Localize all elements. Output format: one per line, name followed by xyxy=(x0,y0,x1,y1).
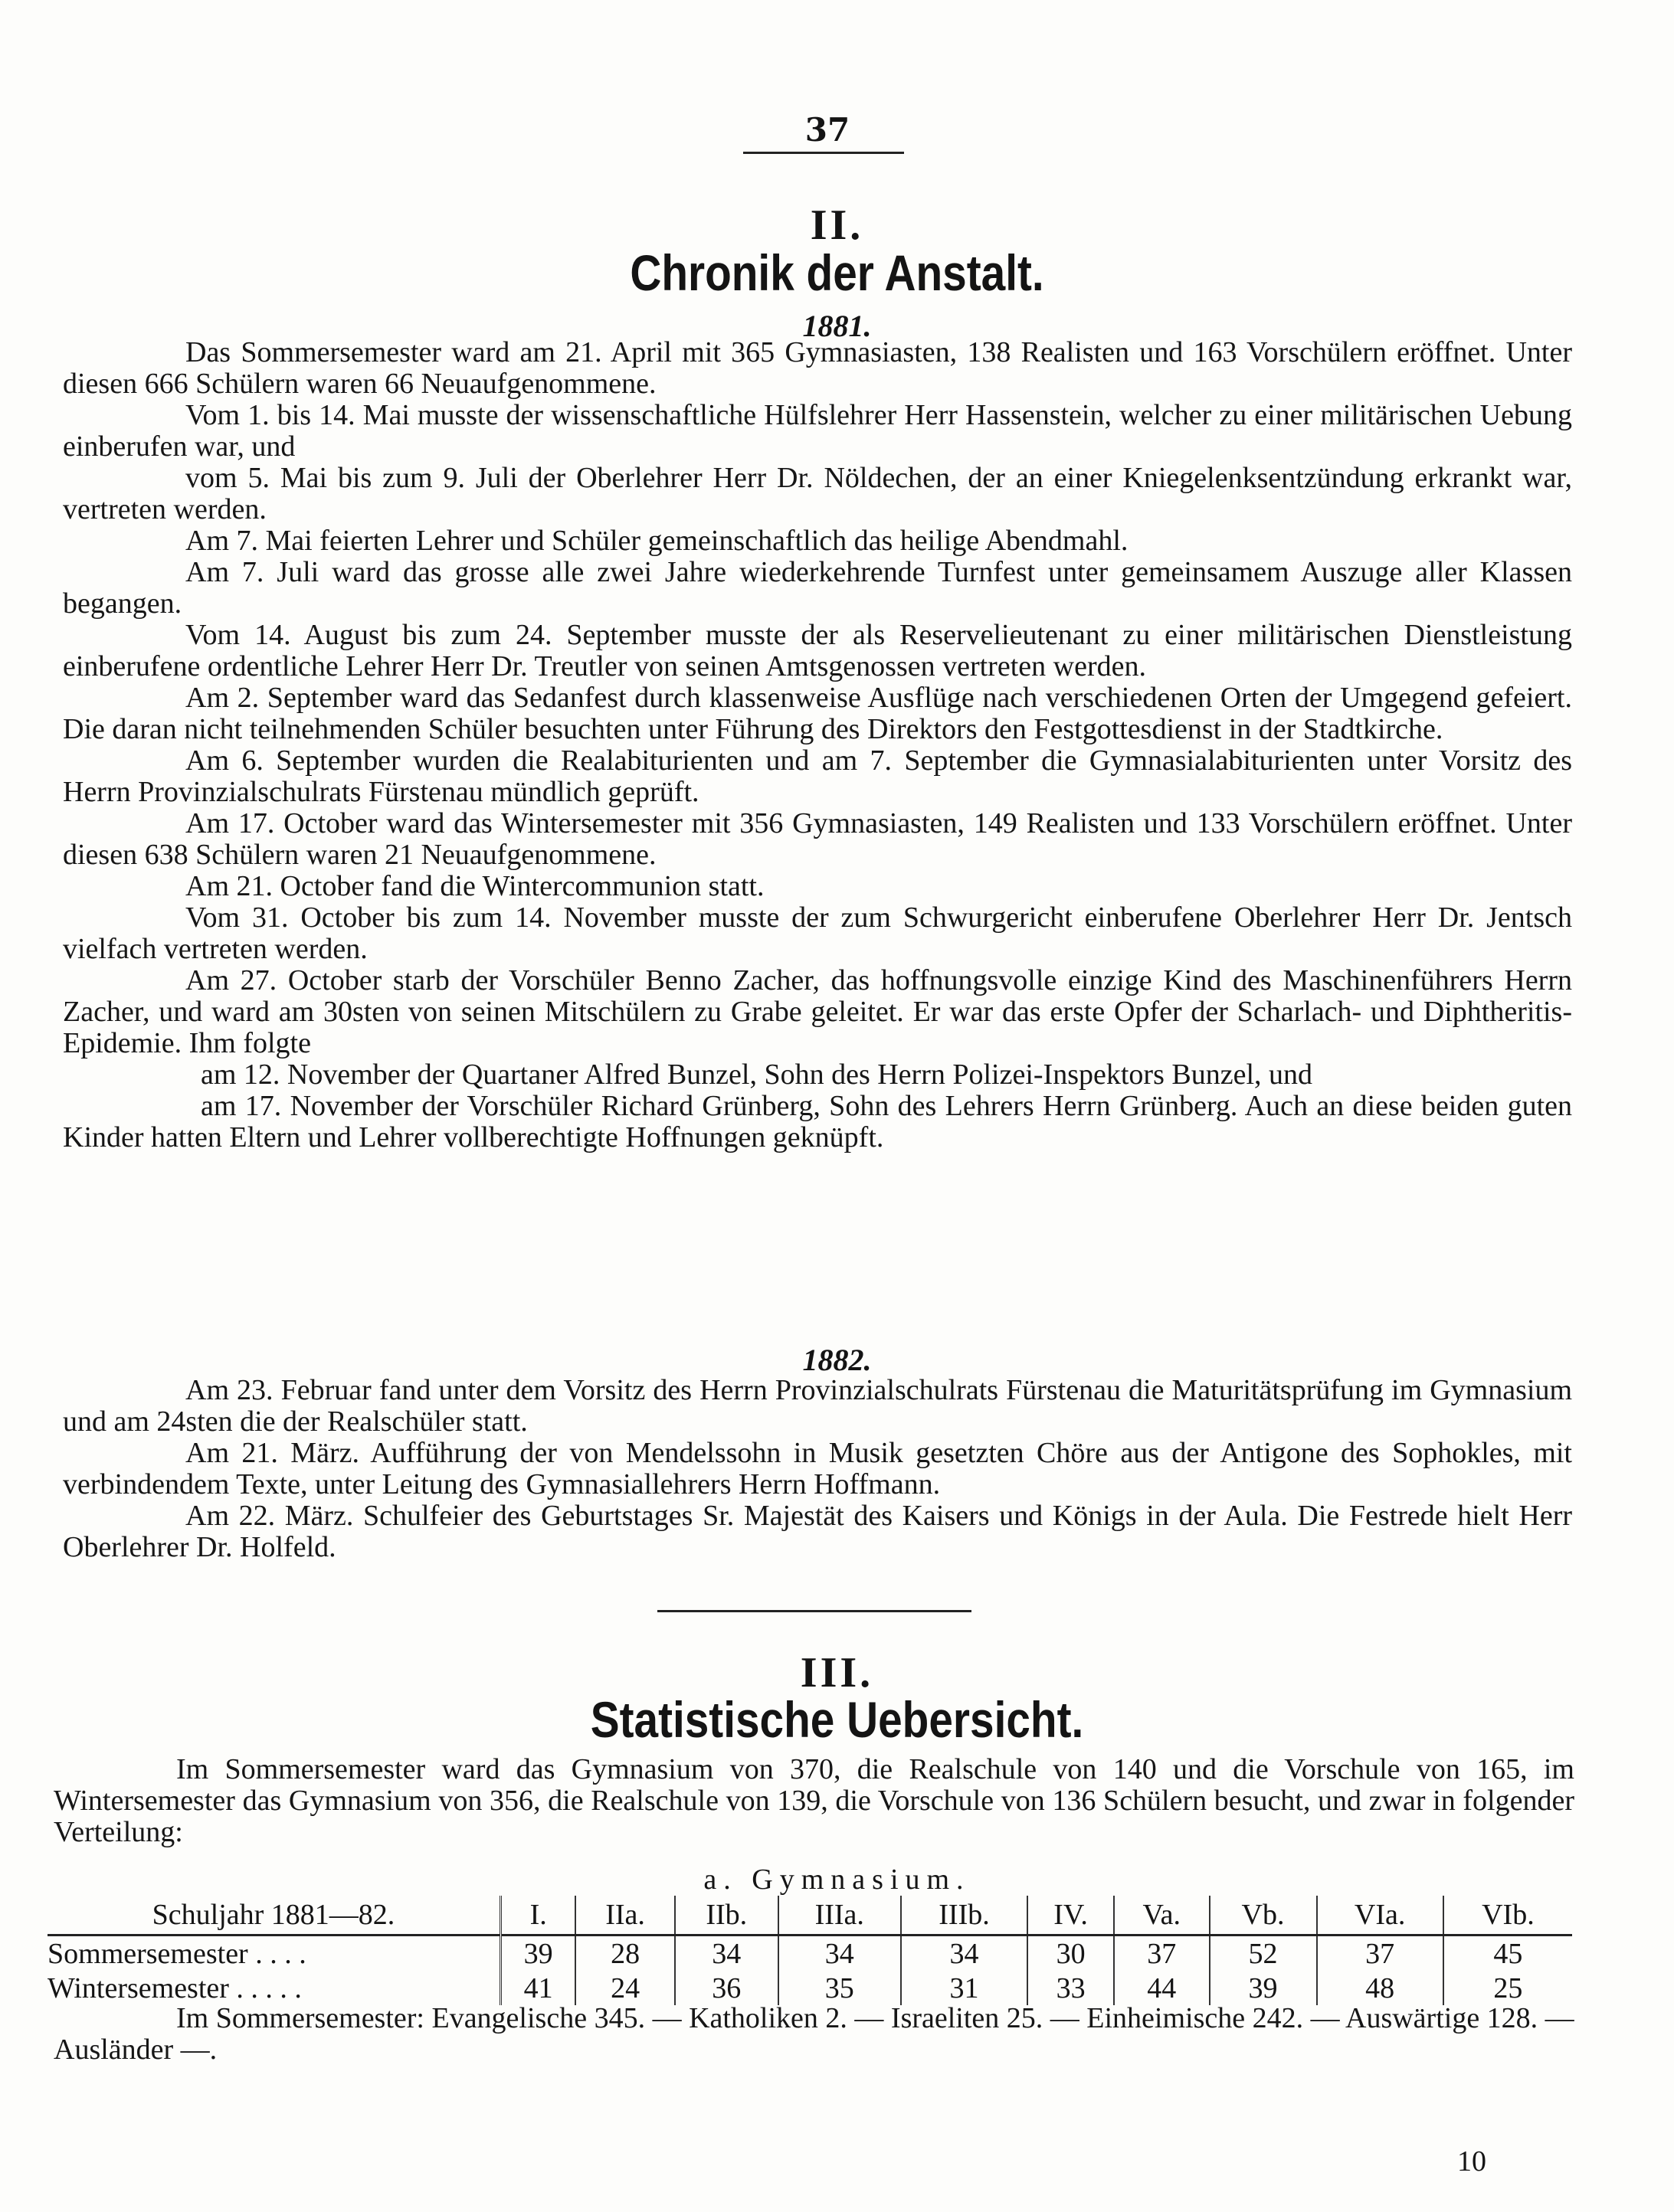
page-number: 37 xyxy=(804,111,850,149)
table-row xyxy=(48,1936,1572,1971)
column-header: Va. xyxy=(1114,1896,1210,1936)
paragraph: Am 6. September wurden die Realabiturienten und am 7. September die Gymnasialabiturienten unter Vorsitz des Herrn Provinzialschulrats Fürstenau mündlich geprüft. xyxy=(63,744,1572,808)
year-heading-1881: 1881. xyxy=(802,309,872,343)
page-number-rule xyxy=(743,152,904,154)
table-cell: 30 xyxy=(1027,1936,1114,1971)
section-number-ii: II. xyxy=(810,201,864,249)
column-header: IIb. xyxy=(675,1896,778,1936)
paragraph: Am 7. Juli ward das grosse alle zwei Jahre wiederkehrende Turnfest unter gemeinsamem Auszuge aller Klassen begangen. xyxy=(63,556,1572,620)
table-cell: 39 xyxy=(1210,1971,1317,2005)
column-header: VIb. xyxy=(1443,1896,1572,1936)
table-cell: 44 xyxy=(1114,1971,1210,2005)
table-cell: 35 xyxy=(778,1971,901,2005)
section-title-chronik: Chronik der Anstalt. xyxy=(630,244,1044,301)
paragraph: Im Sommersemester ward das Gymnasium von 370, die Realschule von 140 und die Vorschule von 165, im Wintersemester das Gymnasium von 356, die Realschule von 139, die Vorschule von 136 Schülern besucht, und zwar in folgender Verteilung: xyxy=(54,1753,1574,1848)
table-header-row xyxy=(48,1896,1572,1936)
table-cell: 36 xyxy=(675,1971,778,2005)
chronik-1882-text xyxy=(63,1375,1572,1563)
paragraph: Im Sommersemester: Evangelische 345. — Katholiken 2. — Israeliten 25. — Einheimische 242. — Auswärtige 128. — Ausländer —. xyxy=(54,2002,1574,2066)
table-cell: 28 xyxy=(575,1936,675,1971)
section-title-statistik: Statistische Uebersicht. xyxy=(590,1691,1084,1748)
chronik-1881-text xyxy=(63,337,1572,1153)
column-header: IIIb. xyxy=(901,1896,1027,1936)
paragraph: Vom 1. bis 14. Mai musste der wissenschaftliche Hülfslehrer Herr Hassenstein, welcher zu einer militärischen Uebung einberufen war, und xyxy=(63,399,1572,463)
column-header: VIa. xyxy=(1317,1896,1443,1936)
column-header: Vb. xyxy=(1210,1896,1317,1936)
table-cell: 33 xyxy=(1027,1971,1114,2005)
paragraph: am 17. November der Vorschüler Richard Grünberg, Sohn des Lehrers Herrn Grünberg. Auch an diese beiden guten Kinder hatten Eltern und Lehrer vollberechtigte Hoffnungen geknüpft. xyxy=(63,1090,1572,1153)
table-cell: 34 xyxy=(901,1936,1027,1971)
paragraph: vom 5. Mai bis zum 9. Juli der Oberlehrer Herr Dr. Nöldechen, der an einer Kniegelenksentzündung erkrankt war, vertreten werden. xyxy=(63,462,1572,525)
table-cell: 34 xyxy=(778,1936,901,1971)
year-heading-1882: 1882. xyxy=(802,1343,872,1377)
table-cell: 52 xyxy=(1210,1936,1317,1971)
paragraph: Vom 14. August bis zum 24. September musste der als Reservelieutenant zu einer militärischen Dienstleistung einberufene ordentliche Lehrer Herr Dr. Treutler von seinen Amtsgenossen vertreten werden. xyxy=(63,619,1572,682)
table-cell: 34 xyxy=(675,1936,778,1971)
column-header: IV. xyxy=(1027,1896,1114,1936)
paragraph: Das Sommersemester ward am 21. April mit 365 Gymnasiasten, 138 Realisten und 163 Vorschülern eröffnet. Unter diesen 666 Schülern waren 66 Neuaufgenommene. xyxy=(63,336,1572,400)
statistics-intro xyxy=(54,1754,1574,1848)
paragraph: Am 17. October ward das Wintersemester mit 356 Gymnasiasten, 149 Realisten und 133 Vorschülern eröffnet. Unter diesen 638 Schülern waren 21 Neuaufgenommene. xyxy=(63,807,1572,871)
table-cell: 37 xyxy=(1317,1936,1443,1971)
paragraph: Am 21. März. Aufführung der von Mendelssohn in Musik gesetzten Chöre aus der Antigone des Sophokles, mit verbindendem Texte, unter Leitung des Gymnasiallehrers Herrn Hoffmann. xyxy=(63,1437,1572,1500)
table-cell: 37 xyxy=(1114,1936,1210,1971)
statistics-footnote xyxy=(54,2003,1574,2066)
paragraph: Am 27. October starb der Vorschüler Benno Zacher, das hoffnungsvolle einzige Kind des Maschinenführers Herrn Zacher, und ward am 30sten von seinen Mitschülern zu Grabe geleitet. Er war das erste Opfer der Scharlach- und Diphtheritis-Epidemie. Ihm folgte xyxy=(63,964,1572,1059)
table-cell: 25 xyxy=(1443,1971,1572,2005)
column-header: IIIa. xyxy=(778,1896,901,1936)
paragraph: am 12. November der Quartaner Alfred Bunzel, Sohn des Herrn Polizei-Inspektors Bunzel, und xyxy=(201,1059,1312,1091)
table-cell: 24 xyxy=(575,1971,675,2005)
table-cell: 48 xyxy=(1317,1971,1443,2005)
table-subtitle: a. Gymnasium. xyxy=(703,1864,971,1896)
table-cell: 41 xyxy=(501,1971,576,2005)
row-label: Sommersemester . . . . xyxy=(48,1937,306,1970)
table-row xyxy=(48,1971,1572,2005)
statistics-table xyxy=(48,1896,1572,2005)
paragraph: Am 21. October fand die Wintercommunion statt. xyxy=(185,870,765,902)
paragraph: Am 7. Mai feierten Lehrer und Schüler gemeinschaftlich das heilige Abendmahl. xyxy=(185,525,1129,557)
column-header: IIa. xyxy=(575,1896,675,1936)
paragraph: Am 2. September ward das Sedanfest durch klassenweise Ausflüge nach verschiedenen Orten der Umgegend gefeiert. Die daran nicht teilnehmenden Schüler besuchten unter Führung des Direktors den Festgottesdienst in der Stadtkirche. xyxy=(63,682,1572,745)
section-number-iii: III. xyxy=(800,1649,874,1697)
column-header: I. xyxy=(501,1896,576,1936)
paragraph: Vom 31. October bis zum 14. November musste der zum Schwurgericht einberufene Oberlehrer Herr Dr. Jentsch vielfach vertreten werden. xyxy=(63,901,1572,965)
table-corner-label: Schuljahr 1881—82. xyxy=(48,1896,501,1936)
table-cell: 39 xyxy=(501,1936,576,1971)
footer-page-number: 10 xyxy=(1457,2145,1486,2178)
table-cell: 31 xyxy=(901,1971,1027,2005)
paragraph: Am 23. Februar fand unter dem Vorsitz des Herrn Provinzialschulrats Fürstenau die Maturitätsprüfung im Gymnasium und am 24sten die der Realschüler statt. xyxy=(63,1374,1572,1438)
table-cell: 45 xyxy=(1443,1936,1572,1971)
row-label: Wintersemester . . . . . xyxy=(48,1971,302,2004)
paragraph: Am 22. März. Schulfeier des Geburtstages Sr. Majestät des Kaisers und Königs in der Aula. Die Festrede hielt Herr Oberlehrer Dr. Holfeld. xyxy=(63,1500,1572,1563)
section-divider xyxy=(657,1610,971,1612)
